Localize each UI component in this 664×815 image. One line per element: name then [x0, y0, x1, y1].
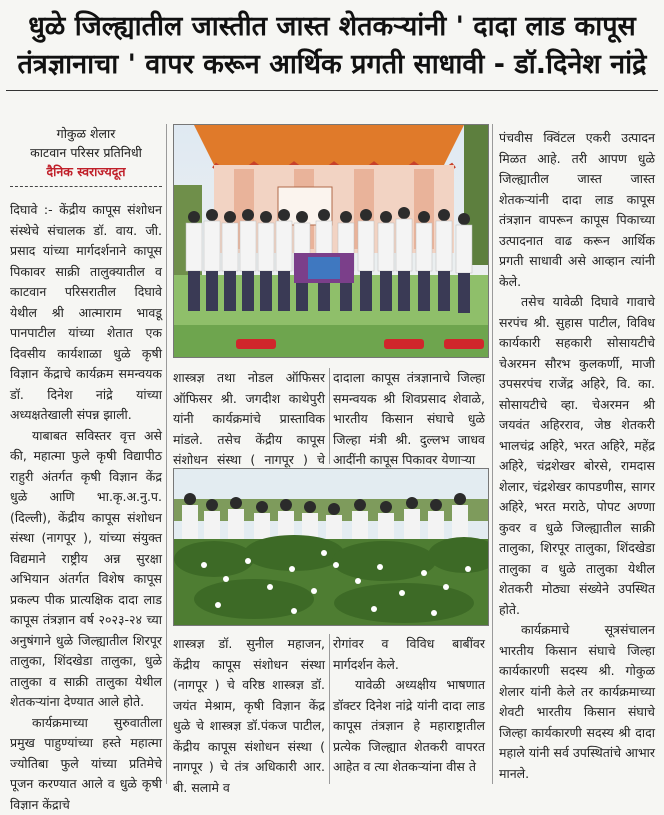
column-rule	[492, 124, 493, 784]
article-column-3-bottom	[333, 634, 485, 778]
article-column-2-bottom	[173, 634, 325, 798]
cotton-field-photo	[173, 468, 489, 626]
paragraph: याबाबत सविस्तर वृत्त असे की, महात्मा फुले कृषी विद्यापीठ राहुरी अंतर्गत कृषी विज्ञान केंद्र धुळे आणि भा.कृ.अ.नु.प.(दिल्ली), केंद्रीय कापूस संशोधन संस्था (नागपूर ), यांच्या संयुक्त विद्यमाने राष्ट्रीय अन्न सुरक्षा अभियान अंतर्गत विशेष कापूस प्रकल्प पीक प्रात्यक्षिक दादा लाड कापूस तंत्रज्ञान वर्ष २०२३-२४ च्या अनुषंगाने धुळे जिल्ह्यातील शिरपूर तालुका, शिंदखेडा तालुका, धुळे तालुका व साक्री तालुका येथील शेतकऱ्यांना देण्यात आले होते.	[10, 426, 162, 713]
reporter-name: गोकुळ शेलार	[10, 124, 162, 143]
paragraph: तसेच यावेळी दिघावे गावाचे सरपंच श्री. सुहास पाटील, विविध कार्यकारी सहकारी सोसायटीचे चेअरमन सौरभ कुलकर्णी, माजी उपसरपंच राजेंद्र अहिरे, वि. का. सोसायटीचे व्हा. चेअरमन श्री जयवंत अहिरराव, जेष्ठ शेतकरी भालचंद्र अहिरे, भरत अहिरे, महेंद्र अहिरे, चंद्रशेखर बोरसे, रामदास शेलार, चंद्रशेखर कापडणीस, सागर अहिरे, भरत मराठे, पोपट अण्णा कुवर व धुळे जिल्ह्यातील साक्री तालुका, शिरपूर तालुका, शिंदखेडा तालुका व धुळे तालुका येथील शेतकरी मोठ्या संख्येने उपस्थित होते.	[499, 292, 655, 620]
paragraph: कार्यक्रमाच्या सुरुवातीला प्रमुख पाहुण्यांच्या हस्ते महात्मा ज्योतिबा फुले यांच्या प्रतिमेचे पूजन करण्यात आले व धुळे कृषी विज्ञान केंद्राचे	[10, 713, 162, 815]
article-column-1	[10, 200, 162, 815]
column-rule	[329, 368, 330, 464]
paragraph: शास्त्रज्ञ तथा नोडल ऑफिसर ऑफिसर श्री. जगदीश काथेपुरी यांनी कार्यक्रमांचे प्रास्ताविक मांडले. तसेच केंद्रीय कापूस संशोधन संस्था ( नागपूर ) चे	[173, 368, 325, 491]
event-photo-illustration	[174, 125, 488, 357]
newspaper-name: दैनिक स्वराज्यदूत	[10, 162, 162, 181]
paragraph: दादाला कापूस तंत्रज्ञानाचे जिल्हा समन्वयक श्री शिवप्रसाद शेवाळे, भारतीय किसान संघाचे धुळे जिल्हा मंत्री श्री. दुल्लभ जाधव आदींनी कापूस पिकावर येणाऱ्या	[333, 368, 485, 471]
paragraph: यावेळी अध्यक्षीय भाषणात डॉक्टर दिनेश नांद्रे यांनी दादा लाड कापूस तंत्रज्ञान हे महाराष्ट्रातील प्रत्येक जिल्ह्यात शेतकरी वापरत आहेत व त्या शेतकऱ्यांना वीस ते	[333, 675, 485, 778]
column-rule	[329, 634, 330, 784]
headline-rule	[6, 90, 658, 91]
paragraph: कार्यक्रमाचे सूत्रसंचालन भारतीय किसान संघाचे जिल्हा कार्यकारणी सदस्य श्री. गोकुळ शेलार यांनी केले तर कार्यक्रमाच्या शेवटी भारतीय किसान संघाचे जिल्हा कार्यकारणी सदस्य श्री दादा महाले यांनी सर्व उपस्थितांचे आभार मानले.	[499, 620, 655, 784]
paragraph: दिघावे :- केंद्रीय कापूस संशोधन संस्थेचे संचालक डॉ. वाय. जी. प्रसाद यांच्या मार्गदर्शनाने कापूस पिकावर साक्री तालुक्यातील व काटवान परिसरातील दिघावे येथील श्री आत्माराम भावडू पानपाटील यांच्या शेतात एक दिवसीय कार्यशाळा धुळे कृषी विज्ञान केंद्राचे कार्यक्रम समन्वयक डॉ. दिनेश नांद्रे यांच्या अध्यक्षतेखाली संपन्न झाली.	[10, 200, 162, 426]
headline: धुळे जिल्ह्यातील जास्तीत जास्त शेतकऱ्यांनी ' दादा लाड कापूस तंत्रज्ञानाचा ' वापर करून आर्थिक प्रगती साधावी - डॉ.दिनेश नांद्रे	[8, 8, 656, 84]
byline	[10, 124, 162, 181]
paragraph: पंचवीस क्विंटल एकरी उत्पादन मिळत आहे. तरी आपण धुळे जिल्ह्यातील जास्त जास्त शेतकऱ्यांनी दादा लाड कापूस तंत्रज्ञान वापरून कापूस पिकाच्या उत्पादनात वाढ करून आर्थिक प्रगती साधावी असे आव्हान त्यांनी केले.	[499, 128, 655, 292]
column-rule	[166, 124, 167, 784]
reporter-area: काटवान परिसर प्रतिनिधी	[10, 143, 162, 162]
event-photo-group	[173, 124, 489, 358]
paragraph: शास्त्रज्ञ डॉ. सुनील महाजन, केंद्रीय कापूस संशोधन संस्था (नागपूर ) चे वरिष्ठ शास्त्रज्ञ डॉ. जयंत मेश्राम, कृषी विज्ञान केंद्र धुळे चे शास्त्रज्ञ डॉ.पंकज पाटील, केंद्रीय कापूस संशोधन संस्था ( नागपूर ) चे तंत्र अधिकारी आर. बी. सलामे व	[173, 634, 325, 798]
article-column-3-top	[333, 368, 485, 471]
cotton-field-illustration	[174, 469, 488, 625]
paragraph: रोगांवर व विविध बाबींवर मार्गदर्शन केले.	[333, 634, 485, 675]
byline-divider	[10, 186, 162, 187]
article-column-4	[499, 128, 655, 784]
